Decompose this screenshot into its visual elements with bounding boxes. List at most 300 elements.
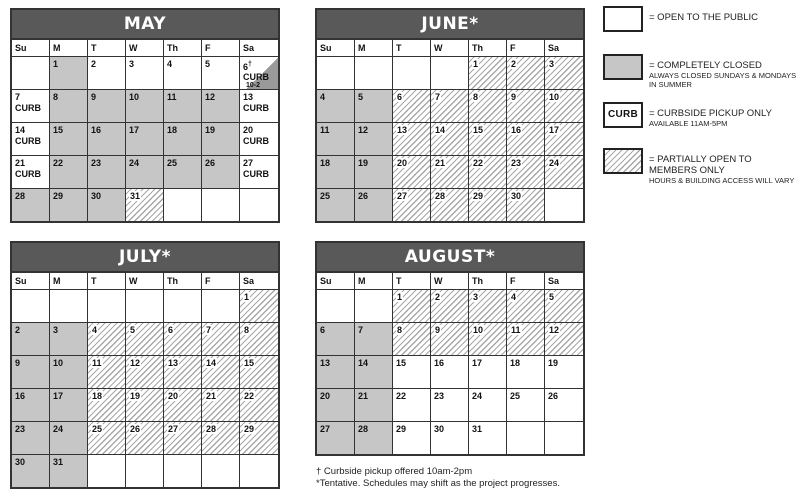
day-number xyxy=(472,358,506,369)
day-cell xyxy=(202,355,240,388)
day-cell xyxy=(240,122,278,155)
day-cell xyxy=(240,289,278,322)
curb-swatch: CURB xyxy=(603,102,643,128)
day-digits: 29 xyxy=(53,191,64,201)
day-cell xyxy=(126,355,164,388)
calendar-june xyxy=(315,8,585,223)
day-digits: 29 xyxy=(473,191,484,201)
day-cell xyxy=(164,355,202,388)
empty-cell xyxy=(317,289,355,322)
day-number xyxy=(205,424,239,435)
day-number xyxy=(91,92,125,103)
day-cell xyxy=(469,421,507,454)
day-number xyxy=(510,292,544,303)
day-digits: 24 xyxy=(53,424,64,434)
day-cell xyxy=(355,188,393,221)
day-digits: 30 xyxy=(91,191,102,201)
weekday-label: Th xyxy=(164,273,202,289)
weekday-label: Sa xyxy=(548,276,560,286)
day-cell xyxy=(50,355,88,388)
footnotes xyxy=(316,466,560,490)
day-cell xyxy=(507,388,545,421)
day-cell xyxy=(355,322,393,355)
day-cell xyxy=(545,388,583,421)
weekday-label: M xyxy=(50,273,88,289)
day-number xyxy=(358,158,392,169)
day-number xyxy=(548,125,583,136)
day-cell xyxy=(164,89,202,122)
day-cell xyxy=(317,388,355,421)
day-number xyxy=(15,191,49,202)
day-cell xyxy=(50,188,88,221)
day-cell xyxy=(317,122,355,155)
day-cell xyxy=(545,155,583,188)
day-digits: 19 xyxy=(130,391,141,401)
day-cell xyxy=(469,388,507,421)
day-cell xyxy=(88,89,126,122)
day-digits: 7 xyxy=(206,325,212,335)
day-number xyxy=(205,325,239,336)
day-digits: 9 xyxy=(91,92,97,102)
empty-cell xyxy=(164,289,202,322)
legend-text xyxy=(649,154,799,185)
day-cell xyxy=(317,421,355,454)
day-number xyxy=(129,158,163,169)
day-number xyxy=(396,292,430,303)
day-digits: 1 xyxy=(244,292,250,302)
day-digits: 3 xyxy=(129,59,135,69)
weekday-label: W xyxy=(126,40,164,56)
day-digits: 23 xyxy=(434,391,445,401)
day-cell xyxy=(431,289,469,322)
day-digits: 14 xyxy=(15,125,26,135)
empty-cell xyxy=(240,454,278,487)
day-digits: 15 xyxy=(473,125,484,135)
day-cell xyxy=(431,122,469,155)
day-cell xyxy=(202,155,240,188)
day-digits: 5 xyxy=(358,92,364,102)
day-number xyxy=(129,424,163,435)
day-digits: 27 xyxy=(397,191,408,201)
day-cell xyxy=(469,188,507,221)
day-digits: 12 xyxy=(130,358,141,368)
day-digits: 8 xyxy=(397,325,403,335)
day-number xyxy=(91,325,125,336)
empty-cell xyxy=(355,289,393,322)
day-number xyxy=(472,191,506,202)
day-digits: 7 xyxy=(435,92,441,102)
day-cell xyxy=(393,388,431,421)
day-number xyxy=(167,391,201,402)
day-cell xyxy=(355,155,393,188)
day-number xyxy=(320,391,354,402)
empty-cell xyxy=(355,56,393,89)
weekday-label: W xyxy=(431,40,469,56)
weekday-label: Th xyxy=(164,40,202,56)
day-number xyxy=(434,391,468,402)
weekday-label: M xyxy=(50,40,88,56)
day-cell xyxy=(240,355,278,388)
day-digits: 13 xyxy=(320,358,331,368)
day-digits: 2 xyxy=(511,59,517,69)
day-digits: 12 xyxy=(205,92,216,102)
day-cell xyxy=(507,56,545,89)
day-cell xyxy=(202,122,240,155)
day-digits: 2 xyxy=(15,325,21,335)
day-digits: 10 xyxy=(53,358,64,368)
weekday-label: T xyxy=(88,40,126,56)
day-cell xyxy=(431,388,469,421)
day-cell xyxy=(469,155,507,188)
day-number xyxy=(320,358,354,369)
day-number xyxy=(396,424,430,435)
day-number xyxy=(205,358,239,369)
day-digits: 19 xyxy=(548,358,559,368)
day-number xyxy=(320,424,354,435)
day-number xyxy=(472,292,506,303)
day-cell xyxy=(126,421,164,454)
day-digits: 7 xyxy=(358,325,364,335)
weekday-label: W xyxy=(431,273,469,289)
day-number xyxy=(15,457,49,468)
empty-cell xyxy=(393,56,431,89)
day-digits: 14 xyxy=(435,125,446,135)
day-number xyxy=(472,424,506,435)
day-cell xyxy=(507,188,545,221)
weekday-label: T xyxy=(88,273,126,289)
day-cell xyxy=(12,155,50,188)
day-digits: 15 xyxy=(244,358,255,368)
day-number xyxy=(548,92,583,103)
day-number xyxy=(129,325,163,336)
day-number xyxy=(205,125,239,136)
day-digits: 25 xyxy=(320,191,331,201)
day-cell xyxy=(164,56,202,89)
day-number xyxy=(129,358,163,369)
day-number xyxy=(15,358,49,369)
day-cell xyxy=(431,355,469,388)
day-number xyxy=(396,358,430,369)
day-cell xyxy=(507,289,545,322)
day-digits: 30 xyxy=(434,424,445,434)
day-number xyxy=(15,125,49,136)
day-number xyxy=(15,158,49,169)
day-cell xyxy=(469,122,507,155)
day-number xyxy=(320,125,354,136)
day-cell xyxy=(202,388,240,421)
day-digits: 11 xyxy=(92,358,102,368)
day-digits: 24 xyxy=(472,391,483,401)
day-cell xyxy=(126,188,164,221)
day-digits: 4 xyxy=(167,59,173,69)
day-cell xyxy=(50,155,88,188)
day-cell xyxy=(355,122,393,155)
day-digits: 16 xyxy=(434,358,445,368)
month-title: JULY* xyxy=(12,243,278,271)
legend-sublabel: ALWAYS CLOSED SUNDAYS & MONDAYS IN SUMMER xyxy=(649,71,797,89)
day-digits: 29 xyxy=(396,424,407,434)
day-digits: 9 xyxy=(15,358,21,368)
day-cell xyxy=(317,322,355,355)
day-cell xyxy=(88,56,126,89)
day-number xyxy=(53,325,87,336)
day-cell xyxy=(50,454,88,487)
day-digits: 26 xyxy=(130,424,141,434)
day-cell xyxy=(240,388,278,421)
day-number xyxy=(472,158,506,169)
day-digits: 9 xyxy=(435,325,441,335)
day-cell xyxy=(317,188,355,221)
day-cell xyxy=(240,421,278,454)
day-cell xyxy=(88,155,126,188)
day-digits: 10 xyxy=(473,325,484,335)
day-number xyxy=(129,92,163,103)
day-digits: 9 xyxy=(511,92,517,102)
day-digits: 28 xyxy=(15,191,26,201)
day-digits: 5 xyxy=(130,325,136,335)
empty-cell xyxy=(507,421,545,454)
empty-cell xyxy=(12,56,50,89)
day-cell xyxy=(431,421,469,454)
day-cell xyxy=(164,122,202,155)
day-digits: 26 xyxy=(358,191,369,201)
day-number xyxy=(167,358,201,369)
day-digits: 14 xyxy=(358,358,369,368)
dagger-mark: † xyxy=(248,61,252,68)
day-number xyxy=(434,358,468,369)
day-cell xyxy=(393,322,431,355)
day-cell xyxy=(355,355,393,388)
day-number xyxy=(548,59,583,70)
legend-text xyxy=(649,108,799,128)
day-number xyxy=(129,125,163,136)
weekday-header xyxy=(12,271,278,289)
day-cell xyxy=(126,155,164,188)
day-digits: 27 xyxy=(168,424,179,434)
weekday-label: Su xyxy=(317,273,355,289)
day-number xyxy=(396,191,430,202)
day-cell xyxy=(507,155,545,188)
day-cell xyxy=(393,421,431,454)
footnote-tentative: *Tentative. Schedules may shift as the project progresses. xyxy=(316,478,560,489)
legend-label: = CURBSIDE PICKUP ONLY xyxy=(649,108,772,119)
month-title: AUGUST* xyxy=(317,243,583,271)
day-cell xyxy=(545,89,583,122)
day-digits: 13 xyxy=(168,358,179,368)
day-number xyxy=(434,325,468,336)
day-cell xyxy=(545,322,583,355)
day-number xyxy=(548,158,583,169)
day-digits: 21 xyxy=(435,158,446,168)
day-cell xyxy=(12,322,50,355)
day-digits: 12 xyxy=(549,325,560,335)
day-cell xyxy=(507,322,545,355)
day-number xyxy=(320,158,354,169)
day-digits: 6 xyxy=(397,92,403,102)
day-number xyxy=(434,125,468,136)
curb-label: CURB xyxy=(15,103,41,113)
day-cell xyxy=(431,89,469,122)
day-number xyxy=(396,158,430,169)
empty-cell xyxy=(545,421,583,454)
curb-label: CURB xyxy=(243,169,269,179)
legend-label: = PARTIALLY OPEN TO MEMBERS ONLY xyxy=(649,154,752,176)
calendar-july xyxy=(10,241,280,489)
day-digits: 1 xyxy=(53,59,59,69)
day-digits: 10 xyxy=(549,92,560,102)
day-cell xyxy=(469,322,507,355)
weekday-label: F xyxy=(507,273,545,289)
day-digits: 29 xyxy=(244,424,255,434)
weekday-label: W xyxy=(126,273,164,289)
legend-label: = OPEN TO THE PUBLIC xyxy=(649,12,759,23)
day-grid xyxy=(12,289,278,487)
empty-cell xyxy=(240,188,278,221)
day-number xyxy=(243,391,278,402)
calendar-august xyxy=(315,241,585,456)
day-digits: 8 xyxy=(473,92,479,102)
day-grid xyxy=(317,56,583,221)
day-cell xyxy=(355,388,393,421)
day-digits: 16 xyxy=(91,125,102,135)
day-digits: 19 xyxy=(205,125,216,135)
day-digits: 14 xyxy=(206,358,217,368)
day-digits: 19 xyxy=(358,158,369,168)
day-cell xyxy=(240,155,278,188)
day-digits: 13 xyxy=(397,125,408,135)
day-cell xyxy=(202,322,240,355)
weekday-header xyxy=(12,38,278,56)
day-digits: 5 xyxy=(549,292,555,302)
day-number xyxy=(396,125,430,136)
day-digits: 6 xyxy=(168,325,174,335)
day-cell xyxy=(202,421,240,454)
calendar-may xyxy=(10,8,280,223)
empty-cell xyxy=(126,289,164,322)
day-cell xyxy=(469,289,507,322)
weekday-label: Sa xyxy=(243,43,255,53)
legend-sublabel: AVAILABLE 11AM-5PM xyxy=(649,119,728,128)
legend-label: = COMPLETELY CLOSED xyxy=(649,60,762,71)
day-digits: 4 xyxy=(92,325,98,335)
day-number xyxy=(205,59,239,70)
curb-label: CURB xyxy=(243,103,269,113)
day-digits: 10 xyxy=(129,92,140,102)
day-number xyxy=(320,191,354,202)
day-digits: 21 xyxy=(358,391,369,401)
day-cell xyxy=(12,454,50,487)
day-digits: 11 xyxy=(167,92,177,102)
weekday-label: Su xyxy=(317,40,355,56)
day-cell xyxy=(126,56,164,89)
day-number xyxy=(434,191,468,202)
day-number xyxy=(167,59,201,70)
day-number xyxy=(320,325,354,336)
day-cell xyxy=(240,322,278,355)
curb-label: CURB xyxy=(15,136,41,146)
day-number xyxy=(472,92,506,103)
day-cell xyxy=(164,322,202,355)
day-digits: 28 xyxy=(435,191,446,201)
day-cell xyxy=(50,122,88,155)
day-cell xyxy=(469,56,507,89)
empty-cell xyxy=(202,454,240,487)
day-number xyxy=(15,92,49,103)
day-number xyxy=(53,92,87,103)
day-number xyxy=(53,125,87,136)
day-cell xyxy=(317,155,355,188)
day-number xyxy=(510,325,544,336)
day-number xyxy=(548,325,583,336)
day-digits: 23 xyxy=(511,158,522,168)
day-digits: 6 xyxy=(243,62,249,72)
day-number xyxy=(53,158,87,169)
curb-label: CURB xyxy=(243,72,269,82)
day-number xyxy=(53,424,87,435)
day-number xyxy=(510,158,544,169)
day-digits: 30 xyxy=(15,457,26,467)
month-title: MAY xyxy=(12,10,278,38)
day-number xyxy=(358,358,392,369)
day-number xyxy=(167,158,201,169)
day-number xyxy=(472,59,506,70)
day-cell xyxy=(431,322,469,355)
day-number xyxy=(510,191,544,202)
legend-text xyxy=(649,12,799,23)
day-digits: 4 xyxy=(320,92,326,102)
day-number xyxy=(53,391,87,402)
day-digits: 17 xyxy=(472,358,483,368)
empty-cell xyxy=(88,454,126,487)
day-cell xyxy=(202,56,240,89)
day-digits: 15 xyxy=(396,358,407,368)
day-digits: 31 xyxy=(130,191,141,201)
empty-cell xyxy=(50,289,88,322)
empty-cell xyxy=(164,188,202,221)
day-cell xyxy=(431,155,469,188)
day-cell xyxy=(12,188,50,221)
day-digits: 31 xyxy=(472,424,483,434)
day-number xyxy=(472,391,506,402)
day-number xyxy=(15,325,49,336)
day-cell xyxy=(12,122,50,155)
day-number xyxy=(243,92,278,103)
day-number xyxy=(358,325,392,336)
day-digits: 2 xyxy=(91,59,97,69)
day-cell xyxy=(393,155,431,188)
day-number xyxy=(434,92,468,103)
day-number xyxy=(53,59,87,70)
day-cell xyxy=(355,89,393,122)
day-number xyxy=(167,92,201,103)
day-cell xyxy=(469,355,507,388)
day-digits: 11 xyxy=(320,125,330,135)
day-cell xyxy=(126,388,164,421)
day-digits: 15 xyxy=(53,125,64,135)
empty-cell xyxy=(317,56,355,89)
day-number xyxy=(243,292,278,303)
day-digits: 22 xyxy=(244,391,255,401)
day-number xyxy=(320,92,354,103)
day-number xyxy=(15,424,49,435)
day-number xyxy=(548,391,583,402)
day-cell xyxy=(126,322,164,355)
day-number xyxy=(434,424,468,435)
day-cell xyxy=(507,355,545,388)
day-digits: 22 xyxy=(53,158,64,168)
day-number xyxy=(91,158,125,169)
day-number xyxy=(510,358,544,369)
